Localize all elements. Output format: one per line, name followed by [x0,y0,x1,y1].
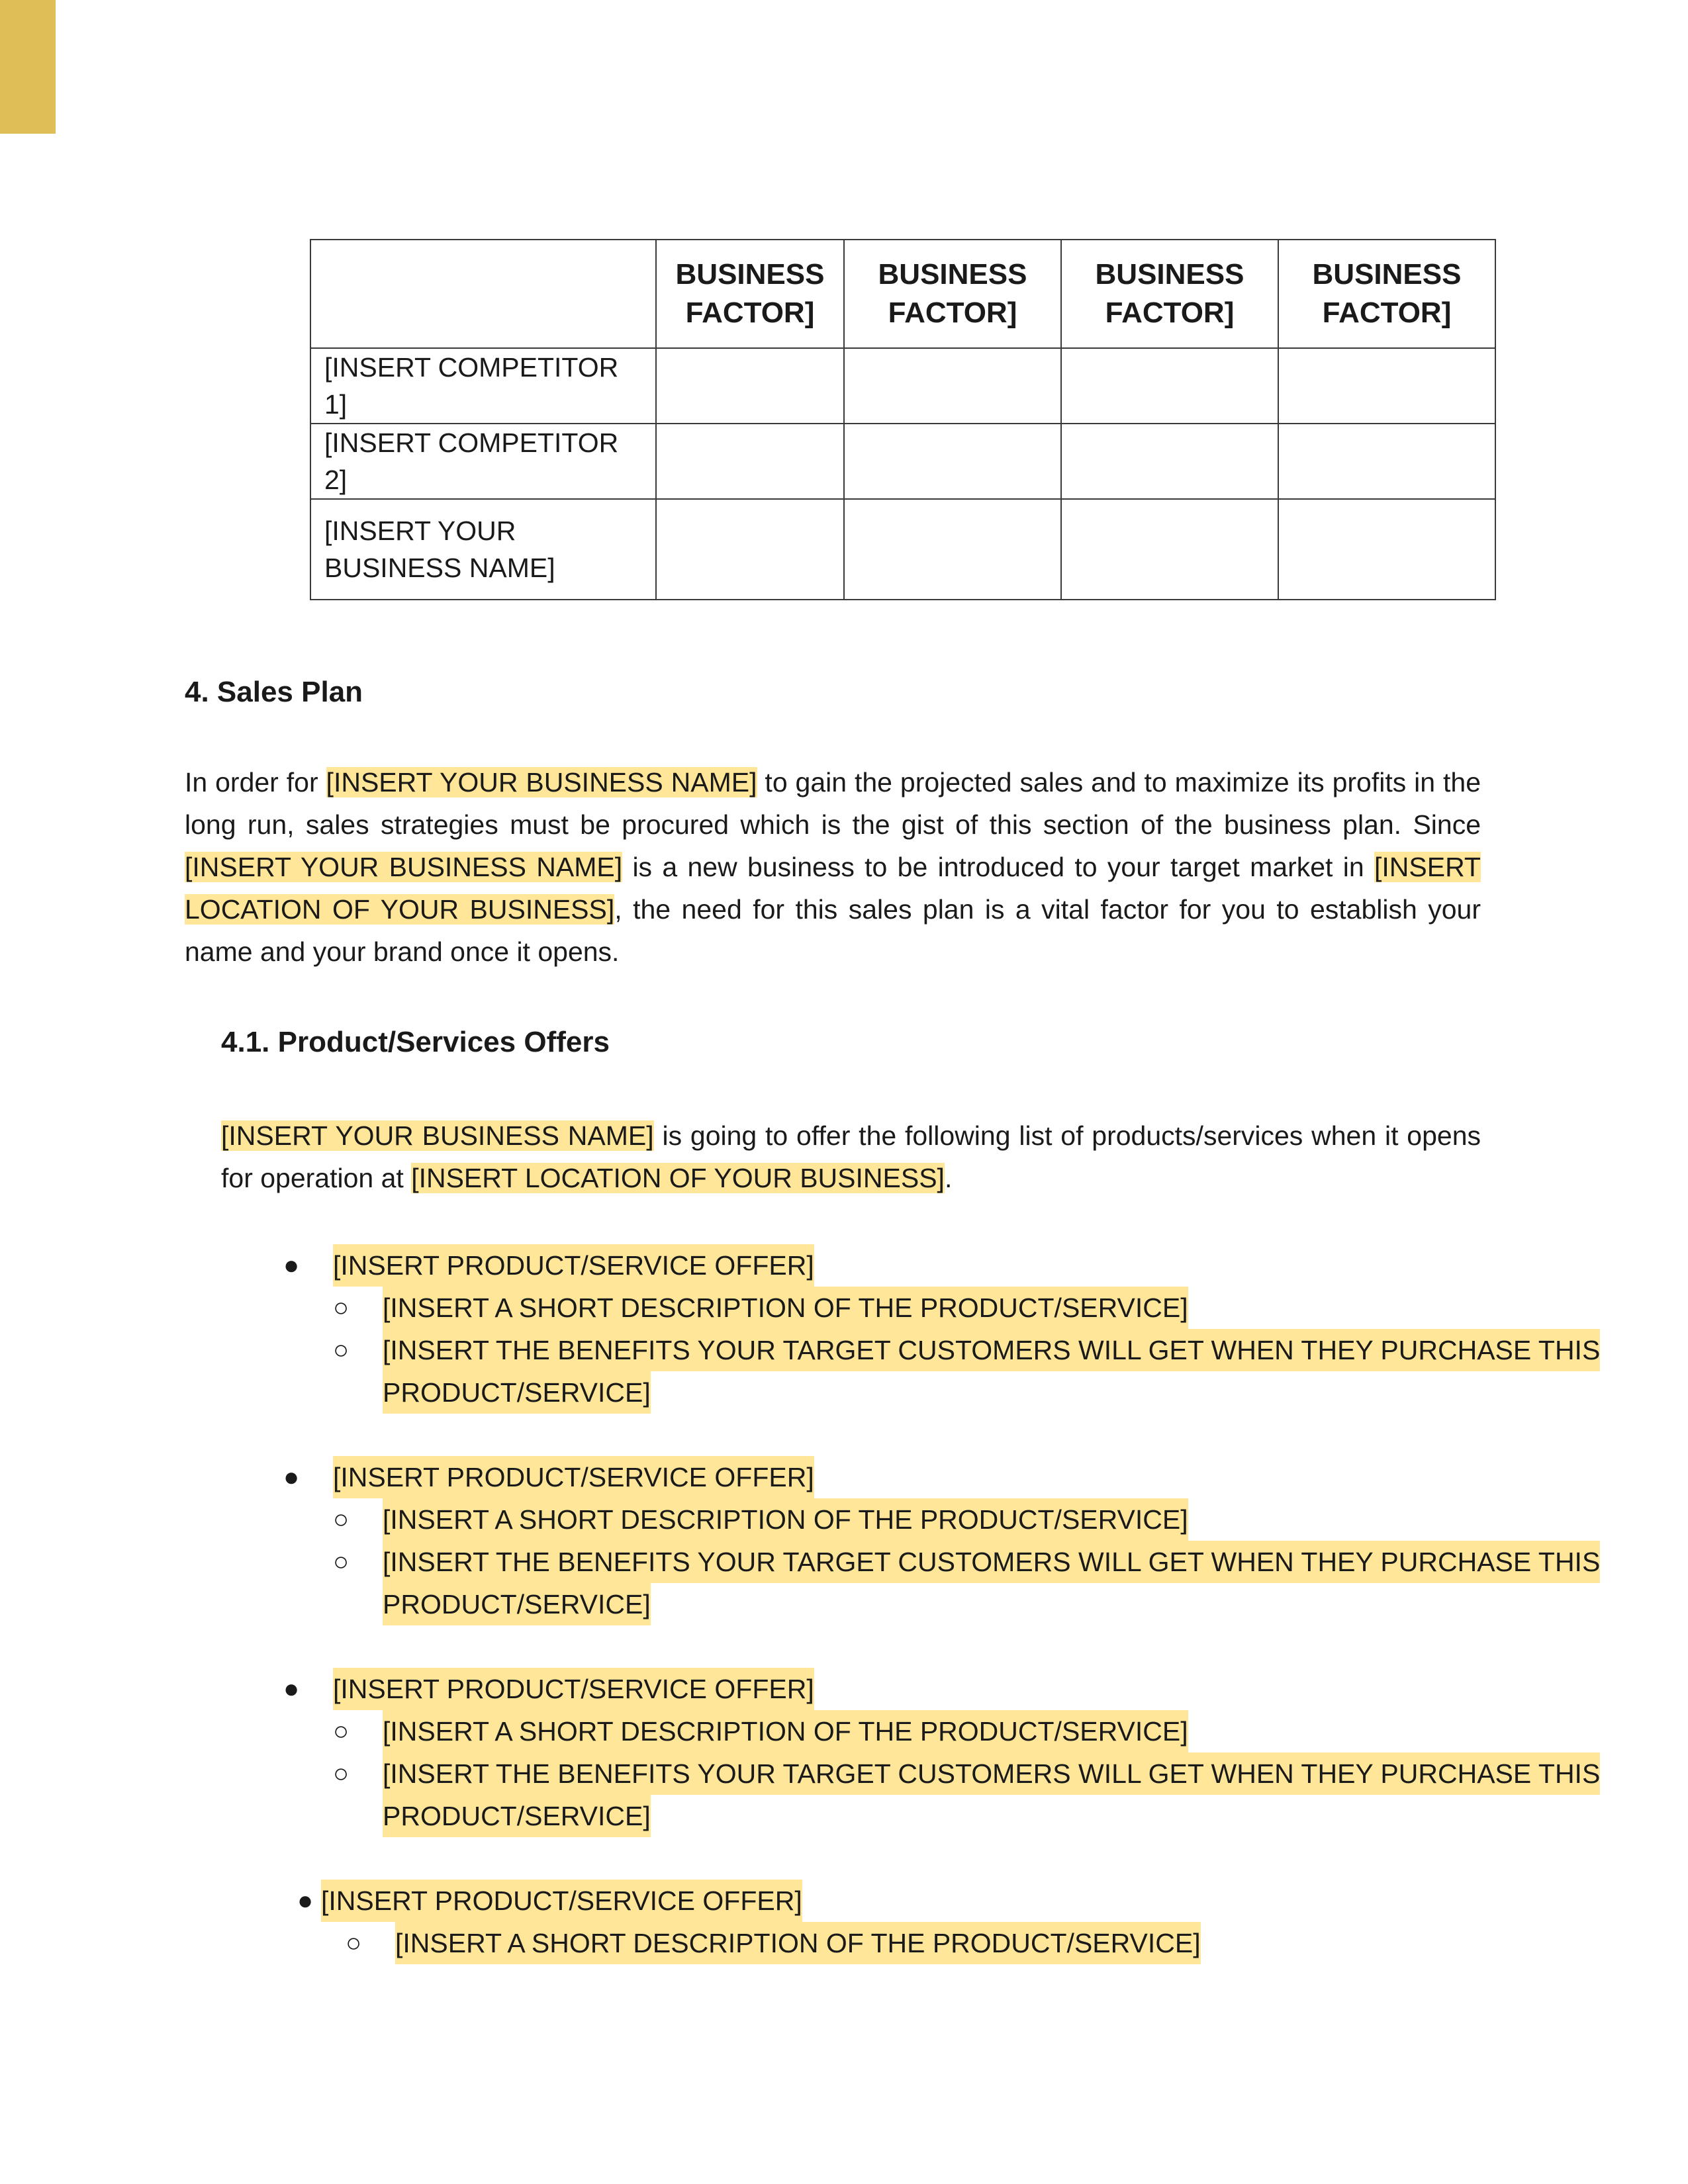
placeholder-benefits: [INSERT THE BENEFITS YOUR TARGET CUSTOMERS WILL GET WHEN THEY PURCHASE THIS [383,1752,1600,1795]
placeholder-description: [INSERT A SHORT DESCRIPTION OF THE PRODUCT/SERVICE] [383,1287,1188,1329]
table-cell [1278,499,1495,600]
competitor-comparison-table [310,239,1496,600]
bullet-dot: ● [297,1886,314,1915]
bullet-circle: ○ [346,1929,362,1958]
placeholder-description: [INSERT A SHORT DESCRIPTION OF THE PRODUCT/SERVICE] [395,1922,1201,1964]
bullet-circle: ○ [333,1293,350,1322]
placeholder-benefits: PRODUCT/SERVICE] [383,1371,651,1414]
table-header-cell: BUSINESS FACTOR] [844,240,1061,348]
table-cell [844,499,1061,600]
paragraph-text: In order for [185,767,326,797]
table-header-row [310,240,1495,348]
paragraph-text: to gain the projected sales and to maximize its profits in the long run, sales strategies must be procured which is the gist of this section of the business plan. Since [185,767,1481,840]
table-cell: [INSERT YOUR BUSINESS NAME] [310,499,656,600]
bullet-circle: ○ [333,1717,350,1746]
table-cell: [INSERT COMPETITOR 1] [310,348,656,424]
bullet-circle: ○ [333,1759,350,1788]
table-header-cell [310,240,656,348]
corner-accent-tab [0,0,56,134]
table-cell [1061,499,1278,600]
section-4-1-heading: 4.1. Product/Services Offers [221,1026,610,1058]
paragraph-text: , the need for this sales plan is a vital factor for you to establish your name and your brand once it opens. [185,894,1481,967]
table-cell [656,499,844,600]
table-row [310,348,1495,424]
bullet-circle: ○ [333,1547,350,1576]
placeholder-offer: [INSERT PRODUCT/SERVICE OFFER] [321,1880,802,1922]
product-offers-paragraph [221,1115,1481,1199]
table-row [310,499,1495,600]
table-cell [1061,348,1278,424]
bullet-circle: ○ [333,1336,350,1365]
bullet-circle: ○ [333,1505,350,1534]
table-header-cell: BUSINESS FACTOR] [1061,240,1278,348]
placeholder-business-name: [INSERT YOUR BUSINESS NAME] [326,767,757,797]
table-cell [1278,424,1495,499]
table-cell [656,424,844,499]
table-cell [1278,348,1495,424]
sales-plan-paragraph [185,761,1481,973]
table-cell [844,424,1061,499]
table-header-cell: BUSINESS FACTOR] [1278,240,1495,348]
table-row [310,424,1495,499]
placeholder-offer: [INSERT PRODUCT/SERVICE OFFER] [333,1244,814,1287]
placeholder-offer: [INSERT PRODUCT/SERVICE OFFER] [333,1456,814,1498]
table-header-cell: BUSINESS FACTOR] [656,240,844,348]
paragraph-text: is going to offer the following list of products/services when it opens for operation at [221,1120,1481,1193]
table-cell: [INSERT COMPETITOR 2] [310,424,656,499]
table-cell [1061,424,1278,499]
placeholder-business-name: [INSERT YOUR BUSINESS NAME] [185,852,623,882]
bullet-dot: ● [283,1674,300,1704]
placeholder-business-location: [INSERT LOCATION OF YOUR BUSINESS] [185,852,1481,925]
bullet-dot: ● [283,1463,300,1492]
placeholder-benefits: [INSERT THE BENEFITS YOUR TARGET CUSTOMERS WILL GET WHEN THEY PURCHASE THIS [383,1541,1600,1583]
paragraph-text: . [944,1163,953,1193]
paragraph-text: is a new business to be introduced to your target market in [622,852,1374,882]
section-4-heading: 4. Sales Plan [185,676,363,708]
placeholder-benefits: [INSERT THE BENEFITS YOUR TARGET CUSTOMERS WILL GET WHEN THEY PURCHASE THIS [383,1329,1600,1371]
table-cell [844,348,1061,424]
table-cell [656,348,844,424]
placeholder-description: [INSERT A SHORT DESCRIPTION OF THE PRODUCT/SERVICE] [383,1498,1188,1541]
placeholder-business-location: [INSERT LOCATION OF YOUR BUSINESS] [411,1163,945,1193]
placeholder-benefits: PRODUCT/SERVICE] [383,1795,651,1837]
bullet-dot: ● [283,1251,300,1280]
placeholder-benefits: PRODUCT/SERVICE] [383,1583,651,1625]
placeholder-description: [INSERT A SHORT DESCRIPTION OF THE PRODUCT/SERVICE] [383,1710,1188,1752]
placeholder-offer: [INSERT PRODUCT/SERVICE OFFER] [333,1668,814,1710]
placeholder-business-name: [INSERT YOUR BUSINESS NAME] [221,1120,654,1151]
